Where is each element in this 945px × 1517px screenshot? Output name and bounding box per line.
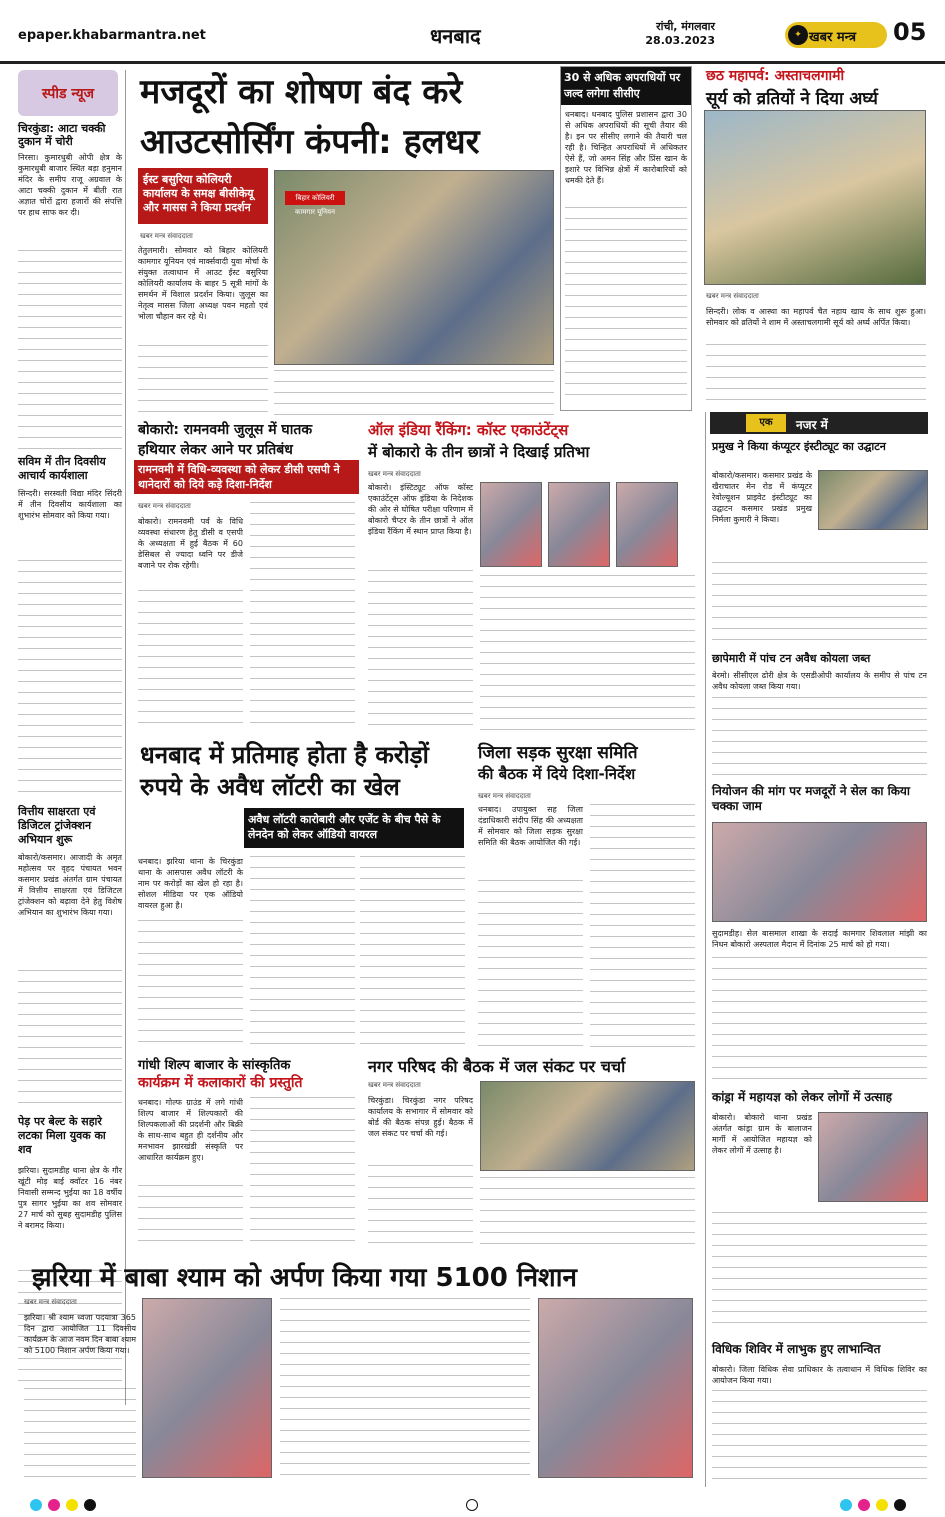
chhath-byline: खबर मन्त्र संवाददाता xyxy=(706,292,759,300)
speed-news-column xyxy=(18,70,126,1405)
ramnavami-story xyxy=(134,420,359,735)
meeting-photo xyxy=(480,1081,695,1171)
text-filler xyxy=(138,920,243,1048)
edition-name: धनबाद xyxy=(430,24,481,48)
site-url[interactable]: epaper.khabarmantra.net xyxy=(18,28,206,43)
page-header xyxy=(0,0,945,64)
protest-photo xyxy=(274,170,554,365)
ramnavami-subhead: रामनवमी में विधि-व्यवस्था को लेकर डीसी एसपी ने थानेदारों को दिये कड़े दिशा-निर्देश xyxy=(134,460,359,494)
text-filler xyxy=(368,1165,473,1247)
crime-text: धनबाद। धनबाद पुलिस प्रशासन द्वारा 30 से अधिक अपराधियों की सूची तैयार की है। इन पर सीसीए लगाने की तैयारी चल रही है। चिन्हित अपराधियों में अधिकतर ऐसे हैं, जो अमन सिंह और प्रिंस खान के इशारे पर विभिन्न क्षेत्रों में कारोबारियों को धमकी देते हैं। xyxy=(565,110,687,185)
yagya-photo xyxy=(818,1112,928,1202)
gandhi-title-2: कार्यक्रम में कलाकारों की प्रस्तुति xyxy=(138,1075,303,1091)
chhath-title-2: सूर्य को व्रतियों ने दिया अर्घ्य xyxy=(706,89,878,109)
brief-2-title: सविम में तीन दिवसीय आचार्य कार्यशाला xyxy=(18,455,106,482)
chhath-story xyxy=(700,64,930,408)
lottery-subhead: अवैध लॉटरी कारोबारी और एजेंट के बीच पैसे के लेनदेन को लेकर ऑडियो वायरल xyxy=(244,808,464,848)
speed-news-logo: स्पीड न्यूज xyxy=(18,70,118,116)
date-block xyxy=(625,20,715,48)
lottery-title-1: धनबाद में प्रतिमाह होता है करोड़ों xyxy=(140,741,429,769)
nazar-1-title: प्रमुख ने किया कंप्यूटर इंस्टीट्यूट का उद्घाटन xyxy=(712,440,886,453)
ranking-byline: खबर मन्त्र संवाददाता xyxy=(368,470,421,478)
nazar-2-text: बेरमो। सीसीएल ढोरी क्षेत्र के एसडीओपी कार्यालय के समीप से पांच टन अवैध कोयला जब्त किया गया। xyxy=(712,671,927,691)
date-line-2: 28.03.2023 xyxy=(645,34,715,47)
yellow-dot xyxy=(876,1499,888,1511)
inauguration-photo xyxy=(818,470,928,530)
yellow-dot xyxy=(66,1499,78,1511)
chhath-text: सिन्दरी। लोक व आस्था का महापर्व चैत नहाय खाय के साथ शुरू हुआ। सोमवार को व्रतियों ने शाम में अस्ताचलगामी सूर्य को अर्घ्य अर्पित किया। xyxy=(706,307,926,327)
crime-headline: 30 से अधिक अपराधियों पर जल्द लगेगा सीसीए xyxy=(561,67,691,105)
main-text: तेतुलमारी। सोमवार को बिहार कोलियरी कामगार यूनियन एवं मार्क्सवादी युवा मोर्चा के संयुक्त तत्वाधान में आउट ईस्ट बसुरिया कोलियरी कार्यालय के बाहर 5 सूत्री मांगों के समर्थन में विशाल प्रदर्शन किया। जुलूस का नेतृत्व मासस जिला अध्यक्ष पवन महतो एवं भोला चौहान कर रहे थे। xyxy=(138,246,268,321)
chhath-photo xyxy=(704,110,926,285)
road-safety-byline: खबर मन्त्र संवाददाता xyxy=(478,792,531,800)
crime-box xyxy=(560,66,692,411)
gandhi-text: धनबाद। गोल्फ ग्राउंड में लगे गांधी शिल्प बाजार में शिल्पकारों की शिल्पकलाओं की प्रदर्शनी और बिक्री के साथ-साथ बहुत ही दर्शनीय और मनभावन झारखंडी संस्कृति पर आधारित कार्यक्रम हुए। xyxy=(138,1098,243,1162)
lottery-text: धनबाद। झरिया थाना के चिरकुंडा थाना के आसपास अवैध लॉटरी के नाम पर करोड़ों का खेल हो रहा है। सोशल मीडिया पर एक ऑडियो वायरल हुआ है। xyxy=(138,857,243,910)
ranking-story xyxy=(364,420,699,735)
page-number: 05 xyxy=(893,18,927,46)
text-filler xyxy=(250,856,355,1048)
nazar-5-title: विधिक शिविर में लाभुक हुए लाभान्वित xyxy=(712,1342,881,1356)
crosshair-icon xyxy=(466,1499,478,1511)
brief-1-title: चिरकुंडा: आटा चक्की दुकान में चोरी xyxy=(18,122,106,148)
text-filler xyxy=(280,1298,530,1483)
ramnavami-text: बोकारो। रामनवमी पर्व के विधि व्यवस्था संधारण हेतु डीसी व एसपी के अध्यक्षता में हुई बैठक में 60 डेसिबल से ज्यादा ध्वनि पर डीजे बजाने पर रोक रहेगी। xyxy=(138,517,243,570)
text-filler xyxy=(712,1212,927,1332)
text-filler xyxy=(480,575,695,730)
text-filler xyxy=(478,880,583,1048)
brief-3-title: वित्तीय साक्षरता एवं डिजिटल ट्रांजेक्शन अभियान शुरू xyxy=(18,805,96,846)
text-filler xyxy=(712,697,927,777)
ek-nazar-badge: एक xyxy=(746,414,786,432)
nazar-1-text: बोकारो/कसमार। कसमार प्रखंड के खैराचातर मेन रोड में कंप्यूटर रेवोल्यूशन प्राइवेट इंस्टीट्यूट का उद्घाटन कसमार प्रखंड प्रमुख निर्मला कुमारी ने किया। xyxy=(712,471,812,524)
text-filler xyxy=(706,344,926,406)
road-safety-title-2: की बैठक में दिये दिशा-निर्देश xyxy=(478,765,636,783)
ranking-text: बोकारो। इंस्टिट्यूट ऑफ कॉस्ट एकाउंटेंट्स ऑफ इंडिया के निदेशक की ओर से घोषित परीक्षा परिणाम में बोकारो चैप्टर के तीन छात्रों ने ऑल इंडिया रैंकिंग में स्थान प्राप्त किया है। xyxy=(368,483,473,536)
text-filler xyxy=(590,804,695,1048)
procession-photo-2 xyxy=(538,1298,693,1478)
text-filler xyxy=(18,250,122,450)
ramnavami-title-2: हथियार लेकर आने पर प्रतिबंध xyxy=(138,442,293,458)
procession-photo-1 xyxy=(142,1298,272,1478)
brief-2-text: सिन्दरी। सरस्वती विद्या मंदिर सिंदरी में तीन दिवसीय कार्यशाला का शुभारंभ सोमवार को किया गया। xyxy=(18,489,122,520)
brief-1-text: निरसा। कुमारधुबी ओपी क्षेत्र के कुमारधुबी बाजार स्थित बड़ा हनुमान मंदिर के समीप राजू अग्रवाल के आटा चक्की दुकान में बीती रात अज्ञात चोरों द्वारा हजारों की संपत्ति पर हाथ साफ कर दी। xyxy=(18,153,122,217)
nagar-title: नगर परिषद की बैठक में जल संकट पर चर्चा xyxy=(368,1057,626,1076)
text-filler xyxy=(712,562,927,642)
protest-photo-2 xyxy=(712,822,927,922)
text-filler xyxy=(360,856,465,1048)
brief-4-title: पेड़ पर बेल्ट के सहारे लटका मिला युवक का शव xyxy=(18,1115,106,1156)
nazar-3-text: सुदामडीह। सेल बासमाल शाखा के सदाई कामगार शिवलाल मांझी का निधन बोकारो अस्पताल मैदान में दिनांक 25 मार्च को हो गया। xyxy=(712,929,927,949)
text-filler xyxy=(250,502,355,730)
chhath-title-1: छठ महापर्व: अस्ताचलगामी xyxy=(706,68,845,84)
text-filler xyxy=(138,1185,243,1247)
baba-byline: खबर मन्त्र संवाददाता xyxy=(24,1298,77,1306)
registration-marks xyxy=(0,1496,945,1514)
magenta-dot xyxy=(48,1499,60,1511)
cyan-dot xyxy=(30,1499,42,1511)
cyan-dot xyxy=(840,1499,852,1511)
nagar-text: चिरकुंडा। चिरकुंडा नगर परिषद कार्यालय के सभागार में सोमवार को बोर्ड की बैठक संपन्न हुई। बैठक में जल संकट पर चर्चा की गई। xyxy=(368,1096,473,1138)
text-filler xyxy=(250,1097,355,1247)
main-headline xyxy=(134,70,556,180)
ranking-title-1: ऑल इंडिया रैंकिंग: कॉस्ट एकाउंटेंट्स xyxy=(368,421,569,439)
text-filler xyxy=(274,370,554,415)
gandhi-title-1: गांधी शिल्प बाजार के सांस्कृतिक xyxy=(138,1058,291,1073)
text-filler xyxy=(565,207,687,402)
nazar-5-text: बोकारो। जिला विधिक सेवा प्राधिकार के तत्वाधान में विधिक शिविर का आयोजन किया गया। xyxy=(712,1365,927,1385)
text-filler xyxy=(712,1390,927,1480)
text-filler xyxy=(18,560,122,800)
student-photo-2 xyxy=(548,482,610,567)
student-photo-1 xyxy=(480,482,542,567)
black-dot xyxy=(84,1499,96,1511)
main-headline-line-2: आउटसोर्सिंग कंपनी: हलधर xyxy=(140,122,480,162)
magenta-dot xyxy=(858,1499,870,1511)
text-filler xyxy=(138,345,268,415)
lottery-title-2: रुपये के अवैध लॉटरी का खेल xyxy=(140,773,400,801)
black-dot xyxy=(894,1499,906,1511)
nazar-2-title: छापेमारी में पांच टन अवैध कोयला जब्त xyxy=(712,652,871,665)
text-filler xyxy=(368,570,473,730)
gandhi-story xyxy=(134,1055,359,1250)
baba-shyam-story xyxy=(18,1258,698,1486)
brand-badge: खबर मन्त्र xyxy=(785,22,887,48)
nagar-story xyxy=(364,1055,699,1250)
ramnavami-title-1: बोकारो: रामनवमी जुलूस में घातक xyxy=(138,422,313,438)
student-photo-3 xyxy=(616,482,678,567)
ramnavami-byline: खबर मन्त्र संवाददाता xyxy=(138,502,191,510)
nazar-3-title: नियोजन की मांग पर मजदूरों ने सेल का किया चक्का जाम xyxy=(712,784,911,813)
text-filler xyxy=(480,1177,695,1247)
main-subhead: ईस्ट बसुरिया कोलियरी कार्यालय के समक्ष बीसीकेयू और मासस ने किया प्रदर्शन xyxy=(138,168,268,224)
lottery-story xyxy=(134,740,469,1050)
brief-3-text: बोकारो/कसमार। आजादी के अमृत महोत्सव पर वृहद पंचायत भवन कसमार प्रखंड अंतर्गत ग्राम पंचायत में वित्तीय साक्षरता एवं डिजिटल ट्रांजेक्शन को बढ़ावा देने हेतु विशेष अभियान का शुभारंभ किया गया। xyxy=(18,853,122,917)
road-safety-text: धनबाद। उपायुक्त सह जिला दंडाधिकारी संदीप सिंह की अध्यक्षता में सोमवार को जिला सड़क सुरक्षा समिति की बैठक आयोजित की गई। xyxy=(478,805,583,847)
nazar-4-text: बोकारो। बोकारो थाना प्रखंड अंतर्गत कांड्रा ग्राम के बालाजन मार्गी में आयोजित महायज्ञ को लेकर लोगों में उत्साह है। xyxy=(712,1113,812,1155)
ek-nazar-label: नजर में xyxy=(796,418,828,432)
baba-title: झरिया में बाबा श्याम को अर्पण किया गया 5100 निशान xyxy=(32,1263,577,1293)
baba-text: झरिया। श्री श्याम ध्वजा पदयात्रा 365 दिन द्वारा आयोजित 11 दिवसीय कार्यक्रम के आज नवम दिन बाबा श्याम को 5100 निशान अर्पण किया गया। xyxy=(24,1313,136,1355)
road-safety-story xyxy=(474,740,699,1050)
ek-nazar-column xyxy=(705,412,930,1487)
brand-logo-icon: ✦ xyxy=(788,25,808,45)
text-filler xyxy=(138,590,243,730)
date-line-1: रांची, मंगलवार xyxy=(656,20,715,33)
nagar-byline: खबर मन्त्र संवाददाता xyxy=(368,1081,421,1089)
nazar-4-title: कांड्रा में महायज्ञ को लेकर लोगों में उत्साह xyxy=(712,1090,893,1104)
main-headline-line-1: मजदूरों का शोषण बंद करे xyxy=(140,72,463,112)
road-safety-title-1: जिला सड़क सुरक्षा समिति xyxy=(478,743,638,763)
banner-sign: बिहार कोलियरी कामगार यूनियन xyxy=(285,191,345,205)
text-filler xyxy=(712,957,927,1082)
brief-4-text: झरिया। सुदामडीह थाना क्षेत्र के गौर खूंटी मोड़ बाई क्वॉटर 16 नंबर निवासी सम्मन्द भुईया का 18 वर्षीय पुत्र सागर भुईया का शव सोमवार 27 मार्च को सुबह सुदामडीह पुलिस ने बरामद किया। xyxy=(18,1166,122,1230)
main-byline: खबर मन्त्र संवाददाता xyxy=(140,232,193,240)
text-filler xyxy=(18,970,122,1110)
ranking-title-2: में बोकारो के तीन छात्रों ने दिखाई प्रतिभा xyxy=(368,443,590,461)
text-filler xyxy=(24,1388,136,1483)
